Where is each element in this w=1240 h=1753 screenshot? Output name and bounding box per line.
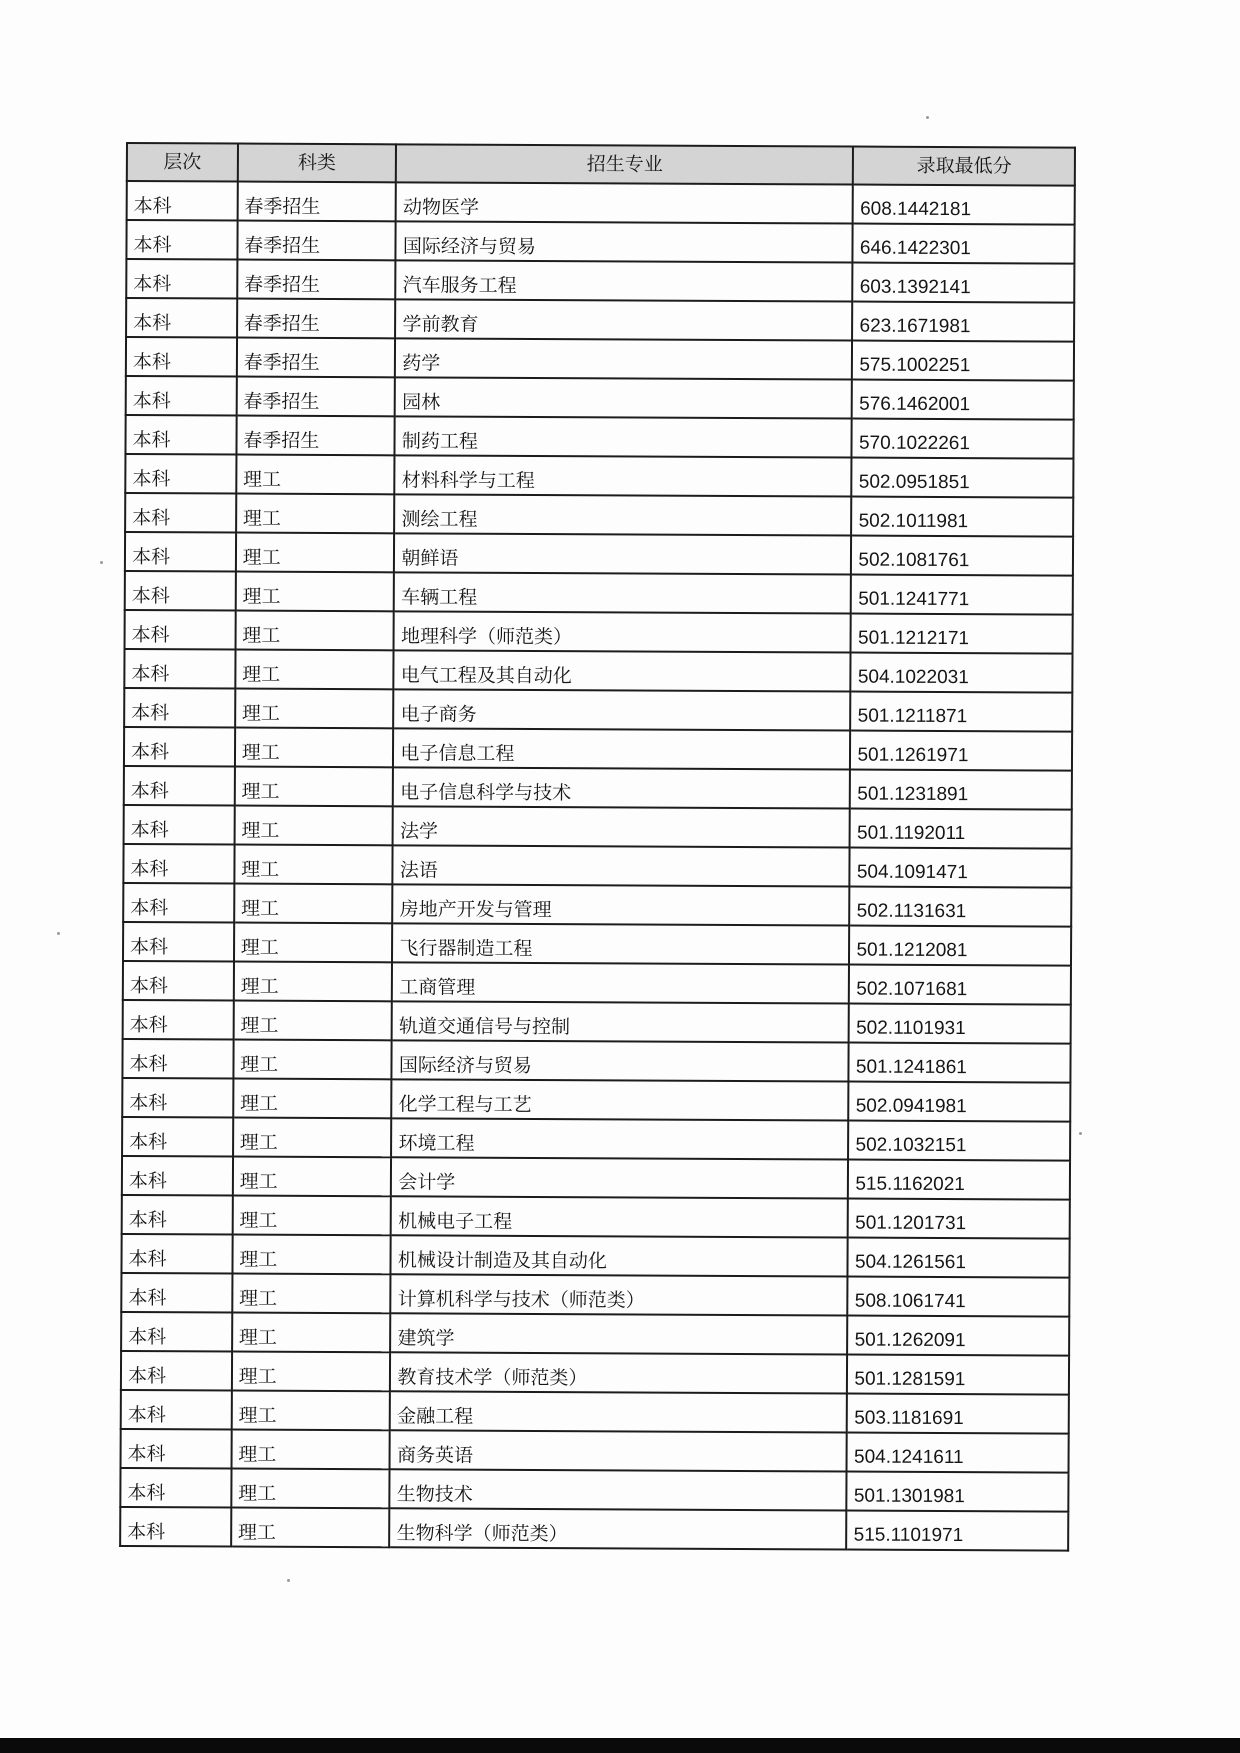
table-row — [122, 1039, 1070, 1083]
cell-category: 理工 — [235, 689, 394, 729]
cell-major: 法学 — [393, 806, 850, 847]
header-category: 科类 — [238, 144, 397, 183]
cell-level: 本科 — [125, 571, 236, 611]
table-row — [121, 1429, 1069, 1473]
cell-category: 理工 — [234, 845, 393, 885]
cell-min-score: 501.1192011 — [850, 809, 1072, 849]
cell-category: 理工 — [232, 1196, 391, 1236]
cell-category: 理工 — [232, 1235, 391, 1275]
cell-min-score: 501.1231891 — [850, 770, 1072, 810]
cell-level: 本科 — [126, 376, 237, 416]
cell-min-score: 501.1212171 — [851, 614, 1073, 654]
cell-min-score: 504.1241611 — [847, 1433, 1069, 1473]
cell-min-score: 515.1101971 — [847, 1511, 1069, 1551]
table-row — [122, 1156, 1070, 1200]
cell-min-score: 501.1301981 — [847, 1472, 1069, 1512]
table-row — [124, 766, 1072, 810]
table-row — [123, 844, 1071, 888]
cell-category: 理工 — [234, 806, 393, 846]
cell-min-score: 502.0941981 — [849, 1082, 1071, 1122]
table-row — [121, 1234, 1069, 1278]
cell-level: 本科 — [121, 1273, 232, 1313]
cell-major: 药学 — [395, 338, 852, 379]
cell-category: 理工 — [233, 1157, 392, 1197]
header-major: 招生专业 — [396, 144, 853, 184]
cell-category: 理工 — [234, 884, 393, 924]
cell-category: 理工 — [233, 1118, 392, 1158]
cell-min-score: 502.1011981 — [852, 497, 1074, 537]
scan-speck — [1079, 1132, 1082, 1135]
cell-level: 本科 — [124, 688, 235, 728]
cell-level: 本科 — [121, 1234, 232, 1274]
cell-major: 会计学 — [391, 1157, 848, 1198]
table-row — [126, 298, 1074, 342]
cell-min-score: 501.1241771 — [851, 575, 1073, 615]
cell-category: 理工 — [232, 1274, 391, 1314]
cell-category: 理工 — [235, 611, 394, 651]
table-row — [122, 1117, 1070, 1161]
table-row — [123, 922, 1071, 966]
cell-major: 金融工程 — [390, 1391, 847, 1432]
cell-level: 本科 — [122, 1039, 233, 1079]
cell-category: 春季招生 — [237, 299, 396, 339]
table-row — [120, 1507, 1068, 1551]
cell-major: 轨道交通信号与控制 — [392, 1001, 849, 1042]
scan-speck — [926, 116, 929, 119]
cell-level: 本科 — [121, 1390, 232, 1430]
cell-major: 电气工程及其自动化 — [394, 650, 851, 691]
cell-level: 本科 — [127, 181, 238, 221]
cell-category: 理工 — [236, 455, 395, 495]
cell-major: 制药工程 — [395, 416, 852, 457]
cell-category: 理工 — [233, 1040, 392, 1080]
cell-level: 本科 — [124, 727, 235, 767]
cell-level: 本科 — [120, 1507, 231, 1547]
cell-min-score: 608.1442181 — [853, 185, 1075, 225]
scan-speck — [287, 1579, 290, 1582]
cell-level: 本科 — [120, 1468, 231, 1508]
cell-min-score: 501.1261971 — [850, 731, 1072, 771]
cell-min-score: 501.1201731 — [848, 1199, 1070, 1239]
cell-category: 理工 — [233, 1079, 392, 1119]
cell-min-score: 575.1002251 — [852, 341, 1074, 381]
cell-level: 本科 — [125, 610, 236, 650]
cell-major: 生物技术 — [390, 1469, 847, 1510]
cell-category: 春季招生 — [237, 338, 396, 378]
cell-major: 商务英语 — [390, 1430, 847, 1471]
cell-min-score: 501.1241861 — [849, 1043, 1071, 1083]
scan-speck — [57, 932, 60, 935]
cell-major: 朝鲜语 — [394, 533, 851, 574]
cell-min-score: 502.1101931 — [849, 1004, 1071, 1044]
cell-level: 本科 — [125, 415, 236, 455]
cell-major: 电子商务 — [394, 689, 851, 730]
cell-level: 本科 — [123, 883, 234, 923]
scan-bottom-edge — [0, 1738, 1240, 1753]
cell-min-score: 502.1131631 — [850, 887, 1072, 927]
table-row — [124, 688, 1072, 732]
table-row — [125, 454, 1073, 498]
table-row — [124, 805, 1072, 849]
cell-level: 本科 — [121, 1429, 232, 1469]
cell-category: 理工 — [231, 1508, 390, 1548]
table-row — [120, 1468, 1068, 1512]
table-row — [125, 532, 1073, 576]
cell-major: 电子信息科学与技术 — [393, 767, 850, 808]
cell-min-score: 502.1032151 — [848, 1121, 1070, 1161]
cell-major: 动物医学 — [396, 182, 853, 223]
cell-major: 车辆工程 — [394, 572, 851, 613]
cell-major: 测绘工程 — [394, 494, 851, 535]
cell-major: 环境工程 — [391, 1118, 848, 1159]
table-row — [125, 610, 1073, 654]
table-row — [122, 1195, 1070, 1239]
cell-level: 本科 — [124, 805, 235, 845]
cell-category: 春季招生 — [236, 416, 395, 456]
cell-level: 本科 — [121, 1351, 232, 1391]
cell-min-score: 603.1392141 — [853, 263, 1075, 303]
table-row — [124, 727, 1072, 771]
cell-category: 理工 — [234, 962, 393, 1002]
cell-major: 学前教育 — [395, 299, 852, 340]
cell-major: 机械设计制造及其自动化 — [391, 1235, 848, 1276]
cell-category: 春季招生 — [236, 377, 395, 417]
cell-min-score: 570.1022261 — [852, 419, 1074, 459]
cell-level: 本科 — [125, 454, 236, 494]
table-row — [121, 1273, 1069, 1317]
table-row — [124, 649, 1072, 693]
cell-level: 本科 — [126, 298, 237, 338]
cell-major: 国际经济与贸易 — [396, 221, 853, 262]
cell-min-score: 501.1212081 — [849, 926, 1071, 966]
cell-level: 本科 — [124, 649, 235, 689]
cell-min-score: 504.1091471 — [850, 848, 1072, 888]
table-row — [121, 1390, 1069, 1434]
cell-level: 本科 — [124, 766, 235, 806]
header-row — [127, 143, 1075, 186]
cell-major: 建筑学 — [390, 1313, 847, 1354]
cell-min-score: 508.1061741 — [848, 1277, 1070, 1317]
table-body — [120, 181, 1075, 1551]
cell-level: 本科 — [126, 259, 237, 299]
cell-min-score: 501.1262091 — [848, 1316, 1070, 1356]
cell-category: 理工 — [231, 1391, 390, 1431]
cell-min-score: 502.1081761 — [851, 536, 1073, 576]
cell-level: 本科 — [123, 844, 234, 884]
table-row — [121, 1351, 1069, 1395]
table-row — [125, 571, 1073, 615]
cell-category: 理工 — [236, 494, 395, 534]
cell-level: 本科 — [123, 1000, 234, 1040]
cell-category: 春季招生 — [237, 260, 396, 300]
cell-category: 春季招生 — [237, 182, 396, 222]
cell-major: 园林 — [395, 377, 852, 418]
cell-category: 春季招生 — [237, 221, 396, 261]
table-row — [126, 259, 1074, 303]
cell-min-score: 623.1671981 — [852, 302, 1074, 342]
cell-category: 理工 — [232, 1313, 391, 1353]
cell-major: 汽车服务工程 — [396, 260, 853, 301]
cell-major: 飞行器制造工程 — [392, 923, 849, 964]
cell-min-score: 503.1181691 — [847, 1394, 1069, 1434]
cell-min-score: 515.1162021 — [848, 1160, 1070, 1200]
cell-min-score: 576.1462001 — [852, 380, 1074, 420]
cell-category: 理工 — [231, 1469, 390, 1509]
cell-level: 本科 — [122, 1195, 233, 1235]
cell-category: 理工 — [235, 728, 394, 768]
cell-min-score: 504.1022031 — [851, 653, 1073, 693]
table-header — [127, 143, 1075, 186]
cell-category: 理工 — [233, 1001, 392, 1041]
cell-level: 本科 — [125, 493, 236, 533]
cell-level: 本科 — [126, 337, 237, 377]
table-row — [125, 415, 1073, 459]
cell-major: 国际经济与贸易 — [392, 1040, 849, 1081]
cell-major: 电子信息工程 — [393, 728, 850, 769]
cell-min-score: 646.1422301 — [853, 224, 1075, 264]
table-row — [127, 181, 1075, 225]
cell-min-score: 504.1261561 — [848, 1238, 1070, 1278]
cell-category: 理工 — [232, 1352, 391, 1392]
header-min-score: 录取最低分 — [853, 147, 1075, 186]
scan-speck — [100, 561, 103, 564]
cell-min-score: 501.1211871 — [851, 692, 1073, 732]
cell-level: 本科 — [122, 1156, 233, 1196]
cell-major: 地理科学（师范类） — [394, 611, 851, 652]
cell-level: 本科 — [125, 532, 236, 572]
cell-category: 理工 — [235, 650, 394, 690]
admission-score-table — [119, 142, 1076, 1552]
cell-level: 本科 — [121, 1312, 232, 1352]
cell-level: 本科 — [122, 1078, 233, 1118]
cell-level: 本科 — [123, 961, 234, 1001]
cell-category: 理工 — [234, 767, 393, 807]
table-row — [125, 493, 1073, 537]
cell-level: 本科 — [123, 922, 234, 962]
table-row — [126, 376, 1074, 420]
cell-major: 法语 — [393, 845, 850, 886]
cell-major: 化学工程与工艺 — [392, 1079, 849, 1120]
table-row — [123, 883, 1071, 927]
table-row — [123, 961, 1071, 1005]
table-row — [126, 337, 1074, 381]
table-row — [126, 220, 1074, 264]
cell-major: 机械电子工程 — [391, 1196, 848, 1237]
cell-category: 理工 — [235, 572, 394, 612]
cell-category: 理工 — [231, 1430, 390, 1470]
cell-major: 材料科学与工程 — [395, 455, 852, 496]
cell-category: 理工 — [234, 923, 393, 963]
cell-major: 房地产开发与管理 — [393, 884, 850, 925]
cell-major: 计算机科学与技术（师范类） — [391, 1274, 848, 1315]
cell-major: 工商管理 — [392, 962, 849, 1003]
cell-level: 本科 — [126, 220, 237, 260]
table-row — [121, 1312, 1069, 1356]
table-row — [123, 1000, 1071, 1044]
header-level: 层次 — [127, 143, 238, 182]
cell-major: 生物科学（师范类） — [390, 1508, 847, 1549]
cell-level: 本科 — [122, 1117, 233, 1157]
table-row — [122, 1078, 1070, 1122]
cell-major: 教育技术学（师范类） — [390, 1352, 847, 1393]
cell-min-score: 502.0951851 — [852, 458, 1074, 498]
cell-category: 理工 — [236, 533, 395, 573]
cell-min-score: 502.1071681 — [849, 965, 1071, 1005]
cell-min-score: 501.1281591 — [847, 1355, 1069, 1395]
